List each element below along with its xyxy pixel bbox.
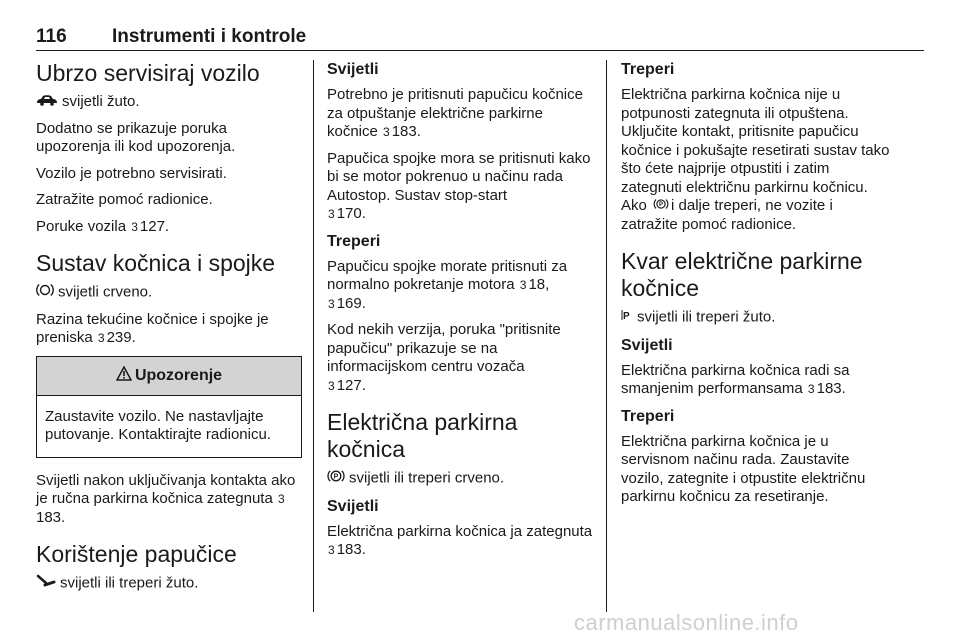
- heading-lit: Svijetli: [327, 61, 379, 78]
- parking-brake-icon: [653, 197, 669, 216]
- service-p4: [36, 218, 302, 237]
- ref-arrow-icon: 3: [328, 543, 335, 557]
- flash-p2-text: Kod nekih verzija, poruka "pritisnite papučicu" prikazuje se na informacijskom centru vozača: [327, 321, 561, 375]
- warning-box: [36, 356, 302, 458]
- heading-epb-fault: Kvar električne parkirne kočnice: [621, 248, 863, 302]
- page-number: 116: [36, 26, 67, 47]
- epb-lit-ref[interactable]: 183.: [336, 541, 366, 558]
- svg-text:P: P: [333, 473, 339, 481]
- brake-p1-ref[interactable]: 239.: [106, 329, 136, 347]
- epb-flash-text-a: Električna parkirna kočnica nije u potpunosti zategnuta ili otpuštena. Uključite kontakt, pritisnite papučicu kočnice i pokušajte resetirati sustav tako što ćete najprije otpustiti i zatim zategnuti električnu parkirnu kočnicu. Ako: [621, 86, 890, 215]
- column-divider-2: [606, 60, 607, 612]
- clutch-pedal-icon: [36, 574, 56, 594]
- fault-lit-ref[interactable]: 183.: [816, 380, 846, 398]
- flash-p1-text: Papučicu spojke morate pritisnuti za normalno pokretanje motora: [327, 257, 568, 293]
- after-warning-ref[interactable]: 183.: [36, 508, 66, 526]
- column-divider-1: [313, 60, 314, 612]
- heading-fault-flash: Treperi: [621, 407, 675, 425]
- service-indicator-line: [36, 93, 302, 112]
- watermark: carmanualsonline.info: [574, 610, 799, 635]
- fault-flash-p: Električna parkirna kočnica je u servisnom načinu rada. Zaustavite vozilo, zategnite i otpustite električnu parkirnu kočnicu za resetiranje.: [621, 432, 866, 506]
- brake-p1-text: Razina tekućine kočnice i spojke je preniska: [36, 310, 269, 347]
- lit-p2-text: Papučica spojke mora se pritisnuti kako bi se motor pokrenuo u načinu rada Autostop. Sustav stop-start: [327, 149, 591, 204]
- fault-indicator-line: [621, 308, 891, 328]
- flash-p2: [327, 321, 593, 395]
- flash-p1-ref-b[interactable]: 169.: [336, 294, 366, 312]
- parking-brake-fault-icon: [621, 308, 633, 328]
- after-warning-text: Svijetli nakon uključivanja kontakta ako je ručna parkirna kočnica zategnuta: [36, 471, 296, 508]
- fault-indicator-text: svijetli ili treperi žuto.: [637, 308, 776, 326]
- flash-p1-ref-a[interactable]: 18,: [528, 276, 550, 293]
- lit-p2-ref[interactable]: 170.: [336, 205, 366, 222]
- ref-arrow-icon: 3: [97, 331, 105, 346]
- lit-p1-ref[interactable]: 183.: [391, 123, 421, 140]
- ref-arrow-icon: 3: [328, 296, 335, 311]
- fault-lit-text: Električna parkirna kočnica radi sa smanjenim performansama: [621, 361, 850, 398]
- ref-arrow-icon: 3: [328, 207, 335, 221]
- brake-p1: [36, 311, 302, 348]
- service-p3: Zatražite pomoć radionice.: [36, 191, 213, 209]
- service-p2: Vozilo je potrebno servisirati.: [36, 164, 227, 182]
- column-3: [621, 60, 891, 515]
- lit-p1: [327, 86, 593, 142]
- ref-arrow-icon: 3: [131, 219, 138, 234]
- pedal-indicator-text: svijetli ili treperi žuto.: [60, 574, 199, 592]
- ref-arrow-icon: 3: [383, 125, 390, 139]
- heading-epb-lit: Svijetli: [327, 497, 379, 515]
- brake-indicator-line: [36, 283, 302, 303]
- brake-indicator-text: svijetli crveno.: [58, 283, 153, 301]
- after-warning-p: [36, 472, 302, 528]
- ref-arrow-icon: 3: [519, 278, 527, 292]
- epb-flash-text-b: i dalje treperi, ne vozite i zatražite pomoć radionice.: [621, 197, 833, 233]
- ref-arrow-icon: 3: [328, 378, 335, 393]
- flash-p1: [327, 258, 593, 314]
- warning-triangle-icon: [116, 366, 132, 386]
- fault-lit-p: [621, 362, 891, 399]
- service-p4-ref[interactable]: 127.: [139, 217, 170, 235]
- epb-indicator-line: [327, 469, 593, 489]
- heading-brake-system: Sustav kočnica i spojke: [36, 250, 276, 277]
- lit-p1-text: Potrebno je pritisnuti papučicu kočnice za otpuštanje električne parkirne kočnice: [327, 86, 583, 140]
- svg-text:P: P: [659, 202, 664, 209]
- lit-p2: [327, 150, 593, 224]
- service-p4-text: Poruke vozila: [36, 217, 127, 235]
- heading-epb-flash: Treperi: [621, 61, 675, 78]
- epb-indicator-text: svijetli ili treperi crveno.: [349, 469, 505, 487]
- ref-arrow-icon: 3: [277, 492, 285, 507]
- warning-body: Zaustavite vozilo. Ne nastavljajte putovanje. Kontaktirajte radionicu.: [45, 407, 271, 444]
- epb-flash-p: [621, 86, 891, 234]
- svg-text:P: P: [623, 311, 630, 323]
- heading-flash: Treperi: [327, 232, 381, 250]
- warning-header: [37, 357, 301, 396]
- heading-epb: Električna parkirna kočnica: [327, 409, 518, 462]
- header-rule: [36, 50, 924, 51]
- heading-service-vehicle: Ubrzo servisiraj vozilo: [36, 60, 260, 86]
- column-2: [327, 60, 593, 568]
- ref-arrow-icon: 3: [807, 382, 815, 397]
- parking-brake-icon: [327, 469, 345, 489]
- column-1: [36, 60, 302, 602]
- epb-lit-text: Električna parkirna kočnica ja zategnuta: [327, 522, 593, 540]
- heading-pedal: Korištenje papučice: [36, 541, 237, 568]
- warning-title: Upozorenje: [134, 366, 223, 384]
- heading-fault-lit: Svijetli: [621, 336, 673, 354]
- service-indicator-text: svijetli žuto.: [62, 93, 140, 111]
- running-title: Instrumenti i kontrole: [112, 26, 307, 47]
- epb-lit-p: [327, 523, 593, 560]
- pedal-indicator-line: [36, 574, 302, 594]
- page-header: [36, 26, 924, 50]
- service-p1: Dodatno se prikazuje poruka upozorenja ili kod upozorenja.: [36, 119, 236, 156]
- brake-system-icon: [36, 283, 54, 303]
- car-service-icon: [36, 93, 58, 112]
- flash-p2-ref[interactable]: 127.: [336, 376, 366, 394]
